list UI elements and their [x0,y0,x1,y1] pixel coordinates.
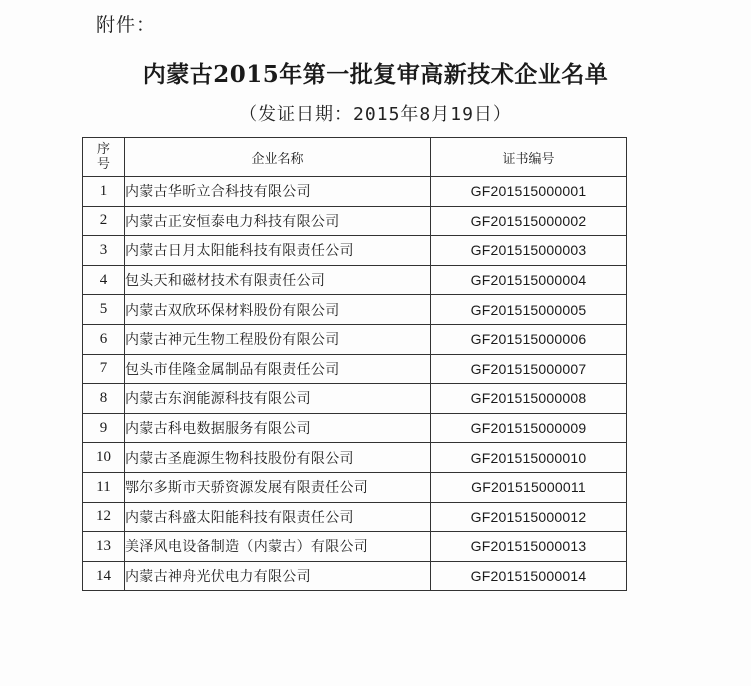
certificate-number: GF201515000010 [431,443,627,473]
company-name: 包头市佳隆金属制品有限责任公司 [125,354,431,384]
issue-date-subtitle: （发证日期：2015年8月19日） [239,104,512,125]
table-row [83,561,627,591]
company-name: 内蒙古神舟光伏电力有限公司 [125,561,431,591]
certificate-number: GF201515000006 [431,324,627,354]
table-row [83,443,627,473]
certificate-number: GF201515000004 [431,265,627,295]
document-title: 内蒙古2015年第一批复审高新技术企业名单 [142,61,609,88]
company-name: 内蒙古东润能源科技有限公司 [125,384,431,414]
row-index: 9 [83,413,125,443]
table-row [83,384,627,414]
table-row [83,206,627,236]
certificate-number: GF201515000003 [431,236,627,266]
certificate-number: GF201515000008 [431,384,627,414]
row-index: 6 [83,324,125,354]
column-header-cert: 证书编号 [431,138,627,177]
column-header-index [83,138,125,177]
table-row [83,295,627,325]
row-index: 10 [83,443,125,473]
company-name: 内蒙古科盛太阳能科技有限责任公司 [125,502,431,532]
certificate-number: GF201515000007 [431,354,627,384]
row-index: 2 [83,206,125,236]
company-name: 美泽风电设备制造（内蒙古）有限公司 [125,532,431,562]
certificate-number: GF201515000009 [431,413,627,443]
table-row [83,413,627,443]
column-header-index-label: 序 号 [96,142,110,172]
certificate-number: GF201515000014 [431,561,627,591]
certificate-number: GF201515000005 [431,295,627,325]
row-index: 14 [83,561,125,591]
row-index: 4 [83,265,125,295]
company-name: 内蒙古正安恒泰电力科技有限公司 [125,206,431,236]
certificate-number: GF201515000013 [431,532,627,562]
certificate-number: GF201515000002 [431,206,627,236]
company-name: 内蒙古圣鹿源生物科技股份有限公司 [125,443,431,473]
certificate-number: GF201515000001 [431,177,627,207]
company-name: 内蒙古双欣环保材料股份有限公司 [125,295,431,325]
row-index: 5 [83,295,125,325]
company-name: 内蒙古华昕立合科技有限公司 [125,177,431,207]
table-header-row [83,138,627,177]
table-row [83,532,627,562]
row-index: 7 [83,354,125,384]
company-name: 内蒙古科电数据服务有限公司 [125,413,431,443]
row-index: 1 [83,177,125,207]
row-index: 8 [83,384,125,414]
table-row [83,265,627,295]
table-row [83,354,627,384]
certificate-number: GF201515000012 [431,502,627,532]
table-row [83,177,627,207]
table-row [83,236,627,266]
company-name: 内蒙古日月太阳能科技有限责任公司 [125,236,431,266]
row-index: 13 [83,532,125,562]
table-row [83,472,627,502]
row-index: 11 [83,472,125,502]
company-name: 鄂尔多斯市天骄资源发展有限责任公司 [125,472,431,502]
column-header-name: 企业名称 [125,138,431,177]
company-name: 内蒙古神元生物工程股份有限公司 [125,324,431,354]
company-name: 包头天和磁材技术有限责任公司 [125,265,431,295]
company-table [82,137,627,591]
table-row [83,502,627,532]
row-index: 12 [83,502,125,532]
table-row [83,324,627,354]
attachment-label: 附件： [96,14,157,36]
certificate-number: GF201515000011 [431,472,627,502]
row-index: 3 [83,236,125,266]
